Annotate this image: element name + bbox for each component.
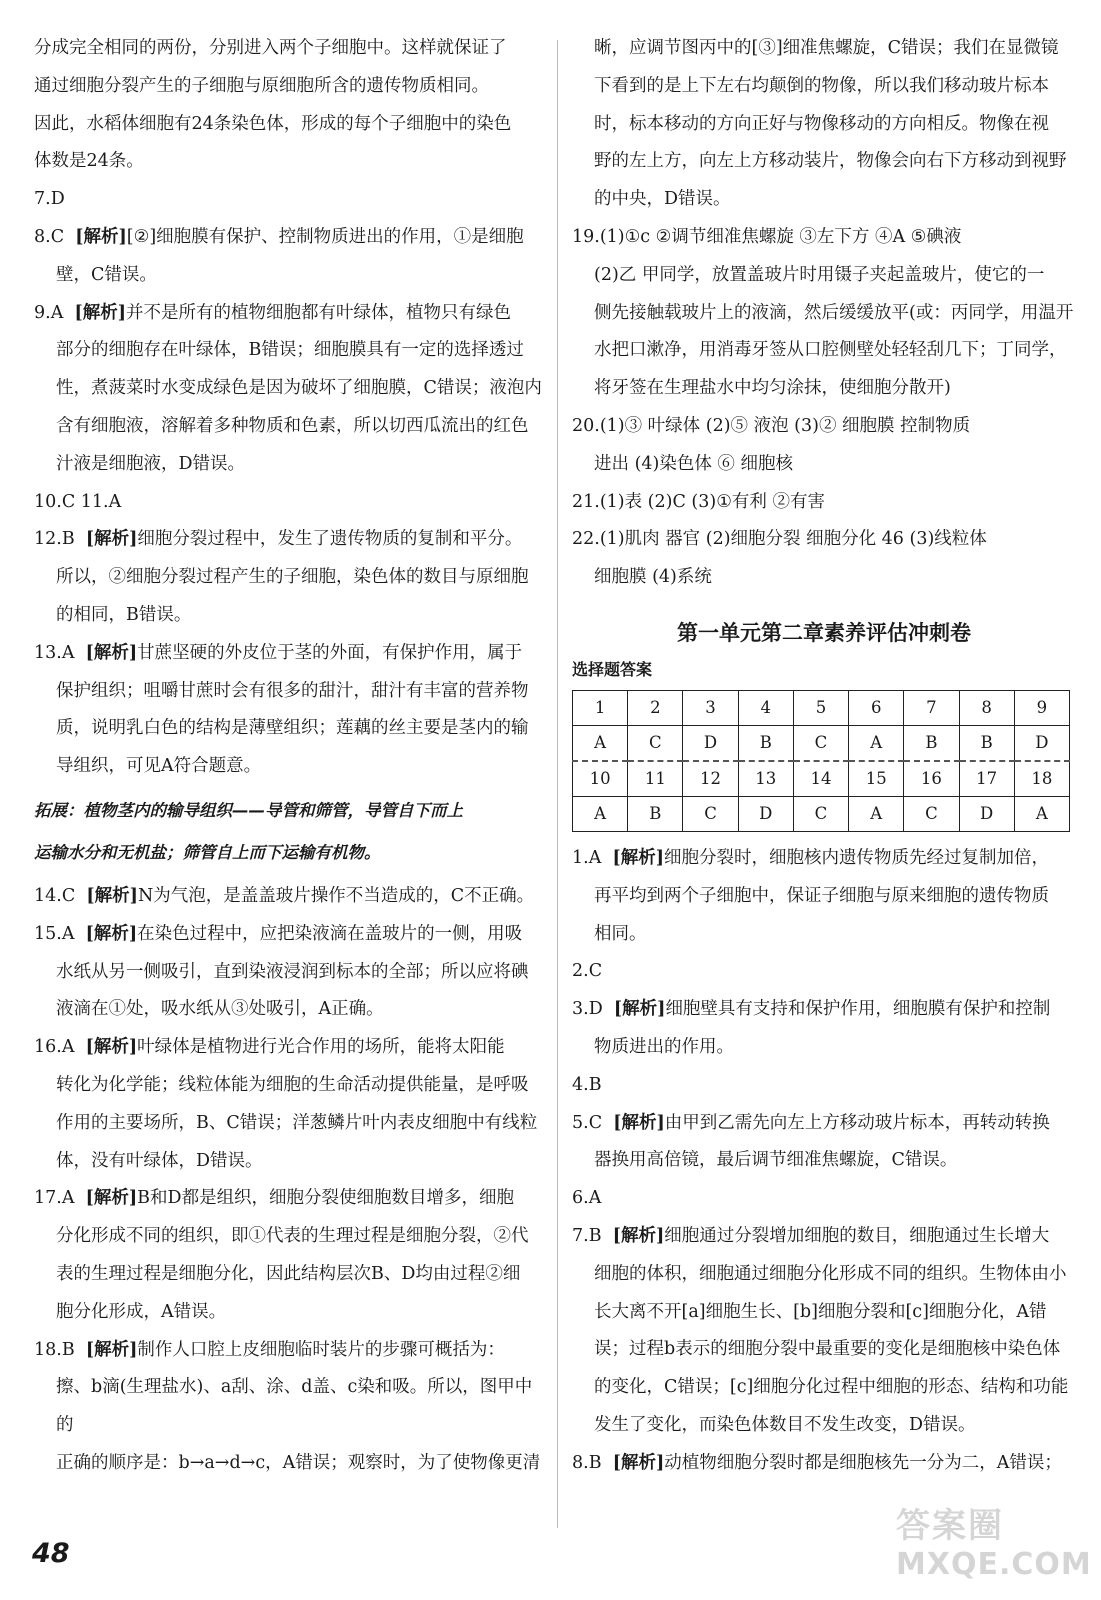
- extension-note: 拓展：植物茎内的输导组织——导管和筛管，导管自下而上 运输水分和无机盐；筛管自上而下运输有机物。: [34, 800, 463, 862]
- answer-14: 14.C [解析]N为气泡，是盖盖玻片操作不当造成的，C不正确。: [34, 885, 535, 906]
- solution-7: 7.B [解析]细胞通过分裂增加细胞的数目，细胞通过生长增大 细胞的体积，细胞通过细胞分化形成不同的组织。生物体由小 长大离不开[a]细胞生长、[b]细胞分裂和[c]细胞分化，A错 误；过程b表示的细胞分裂中最重要的变化是细胞核中染色体 的变化，C错误；[c]细胞分化过程中细胞的形态、结构和功能 发生了变化，而染色体数目不发生改变，D错误。: [572, 1225, 1069, 1435]
- page-number: 48: [32, 1538, 70, 1569]
- section-title: 第一单元第二章素养评估冲刺卷: [677, 620, 971, 645]
- answer-13: 13.A [解析]甘蔗坚硬的外皮位于茎的外面，有保护作用，属于 保护组织；咀嚼甘蔗时会有很多的甜汁，甜汁有丰富的营养物 质，说明乳白色的结构是薄壁组织；莲藕的丝主要是茎内的输 导组织，可见A符合题意。: [34, 642, 529, 777]
- answer-7: 7.D: [34, 189, 65, 210]
- answer-8: 8.C [解析][②]细胞膜有保护、控制物质进出的作用，①是细胞 壁，C错误。: [34, 226, 524, 285]
- answer-21: 21.(1)表 (2)C (3)①有利 ②有害: [572, 491, 825, 512]
- column-divider: [557, 40, 558, 1528]
- answer-10-11: 10.C 11.A: [34, 491, 122, 512]
- solution-5: 5.C [解析]由甲到乙需先向左上方移动玻片标本，再转动转换 器换用高倍镜，最后调节细准焦螺旋，C错误。: [572, 1112, 1050, 1171]
- solution-8: 8.B [解析]动植物细胞分裂时都是细胞核先一分为二，A错误；: [572, 1452, 1062, 1473]
- left-column: [34, 30, 544, 1483]
- answer-19: 19.(1)①c ②调节细准焦螺旋 ③左下方 ④A ⑤碘液 (2)乙 甲同学，放置盖玻片时用镊子夹起盖玻片，使它的一 侧先接触载玻片上的液滴，然后缓缓放平(或：丙同学，用温开 水把口漱净，用消毒牙签从口腔侧壁处轻轻刮几下；丁同学， 将牙签在生理盐水中均匀涂抹，使细胞分散开): [572, 226, 1074, 399]
- answer-table: [572, 690, 1070, 832]
- answer-table-row: A C D B C A B B D: [573, 725, 1070, 761]
- answer-20: 20.(1)③ 叶绿体 (2)⑤ 液泡 (3)② 细胞膜 控制物质 进出 (4)染色体 ⑥ 细胞核: [572, 415, 971, 474]
- answer-16: 16.A [解析]叶绿体是植物进行光合作用的场所，能将太阳能 转化为化学能；线粒体能为细胞的生命活动提供能量，是呼吸 作用的主要场所，B、C错误；洋葱鳞片叶内表皮细胞中有线粒 体，没有叶绿体，D错误。: [34, 1037, 538, 1171]
- right-column: [572, 30, 1076, 1483]
- solution-2: 2.C: [572, 961, 603, 982]
- answer-9: 9.A [解析]并不是所有的植物细胞都有叶绿体，植物只有绿色 部分的细胞存在叶绿体，B错误；细胞膜具有一定的选择透过 性，煮菠菜时水变成绿色是因为破坏了细胞膜，C错误；液泡内 含有细胞液，溶解着多种物质和色素，所以切西瓜流出的红色 汁液是细胞液，D错误。: [34, 302, 542, 474]
- answer-22: 22.(1)肌肉 器官 (2)细胞分裂 细胞分化 46 (3)线粒体 细胞膜 (4)系统: [572, 529, 987, 588]
- answer-key-subtitle: 选择题答案: [572, 659, 653, 679]
- answer-17: 17.A [解析]B和D都是组织，细胞分裂使细胞数目增多，细胞 分化形成不同的组织，即①代表的生理过程是细胞分裂，②代 表的生理过程是细胞分化，因此结构层次B、D均由过程②细 胞分化形成，A错误。: [34, 1188, 529, 1322]
- answer-table-row: A B C D C A C D A: [573, 796, 1070, 831]
- solution-4: 4.B: [572, 1074, 602, 1095]
- continued-paragraph: 分成完全相同的两份，分别进入两个子细胞中。这样就保证了 通过细胞分裂产生的子细胞与原细胞所含的遗传物质相同。 因此，水稻体细胞有24条染色体，形成的每个子细胞中的染色 体数是24条。: [34, 38, 512, 172]
- solution-3: 3.D [解析]细胞壁具有支持和保护作用，细胞膜有保护和控制 物质进出的作用。: [572, 999, 1051, 1057]
- watermark-logo: 答案圈 MXQE.COM: [896, 1506, 1092, 1582]
- answer-12: 12.B [解析]细胞分裂过程中，发生了遗传物质的复制和平分。 所以，②细胞分裂过程产生的子细胞，染色体的数目与原细胞 的相同，B错误。: [34, 529, 529, 625]
- solution-6: 6.A: [572, 1188, 602, 1209]
- answer-table-row: 10 11 12 13 14 15 16 17 18: [573, 761, 1070, 797]
- answer-table-row: 1 2 3 4 5 6 7 8 9: [573, 690, 1070, 725]
- answer-15: 15.A [解析]在染色过程中，应把染液滴在盖玻片的一侧，用吸 水纸从另一侧吸引，直到染液浸润到标本的全部；所以应将碘 液滴在①处，吸水纸从③处吸引，A正确。: [34, 923, 529, 1020]
- continued-answer-18: 晰，应调节图丙中的[③]细准焦螺旋，C错误；我们在显微镜 下看到的是上下左右均颠倒的物像，所以我们移动玻片标本 时，标本移动的方向正好与物像移动的方向相反。物像在视 野的左上方，向左上方移动装片，物像会向右下方移动到视野 的中央，D错误。: [594, 38, 1067, 210]
- solution-1: 1.A [解析]细胞分裂时，细胞核内遗传物质先经过复制加倍， 再平均到两个子细胞中，保证子细胞与原来细胞的遗传物质 相同。: [572, 847, 1050, 944]
- answer-18: 18.B [解析]制作人口腔上皮细胞临时装片的步骤可概括为： 擦、b滴(生理盐水)、a刮、涂、d盖、c染和吸。所以，图甲中的 正确的顺序是：b→a→d→c，A错误；观察时，为了使物像更清: [34, 1339, 541, 1473]
